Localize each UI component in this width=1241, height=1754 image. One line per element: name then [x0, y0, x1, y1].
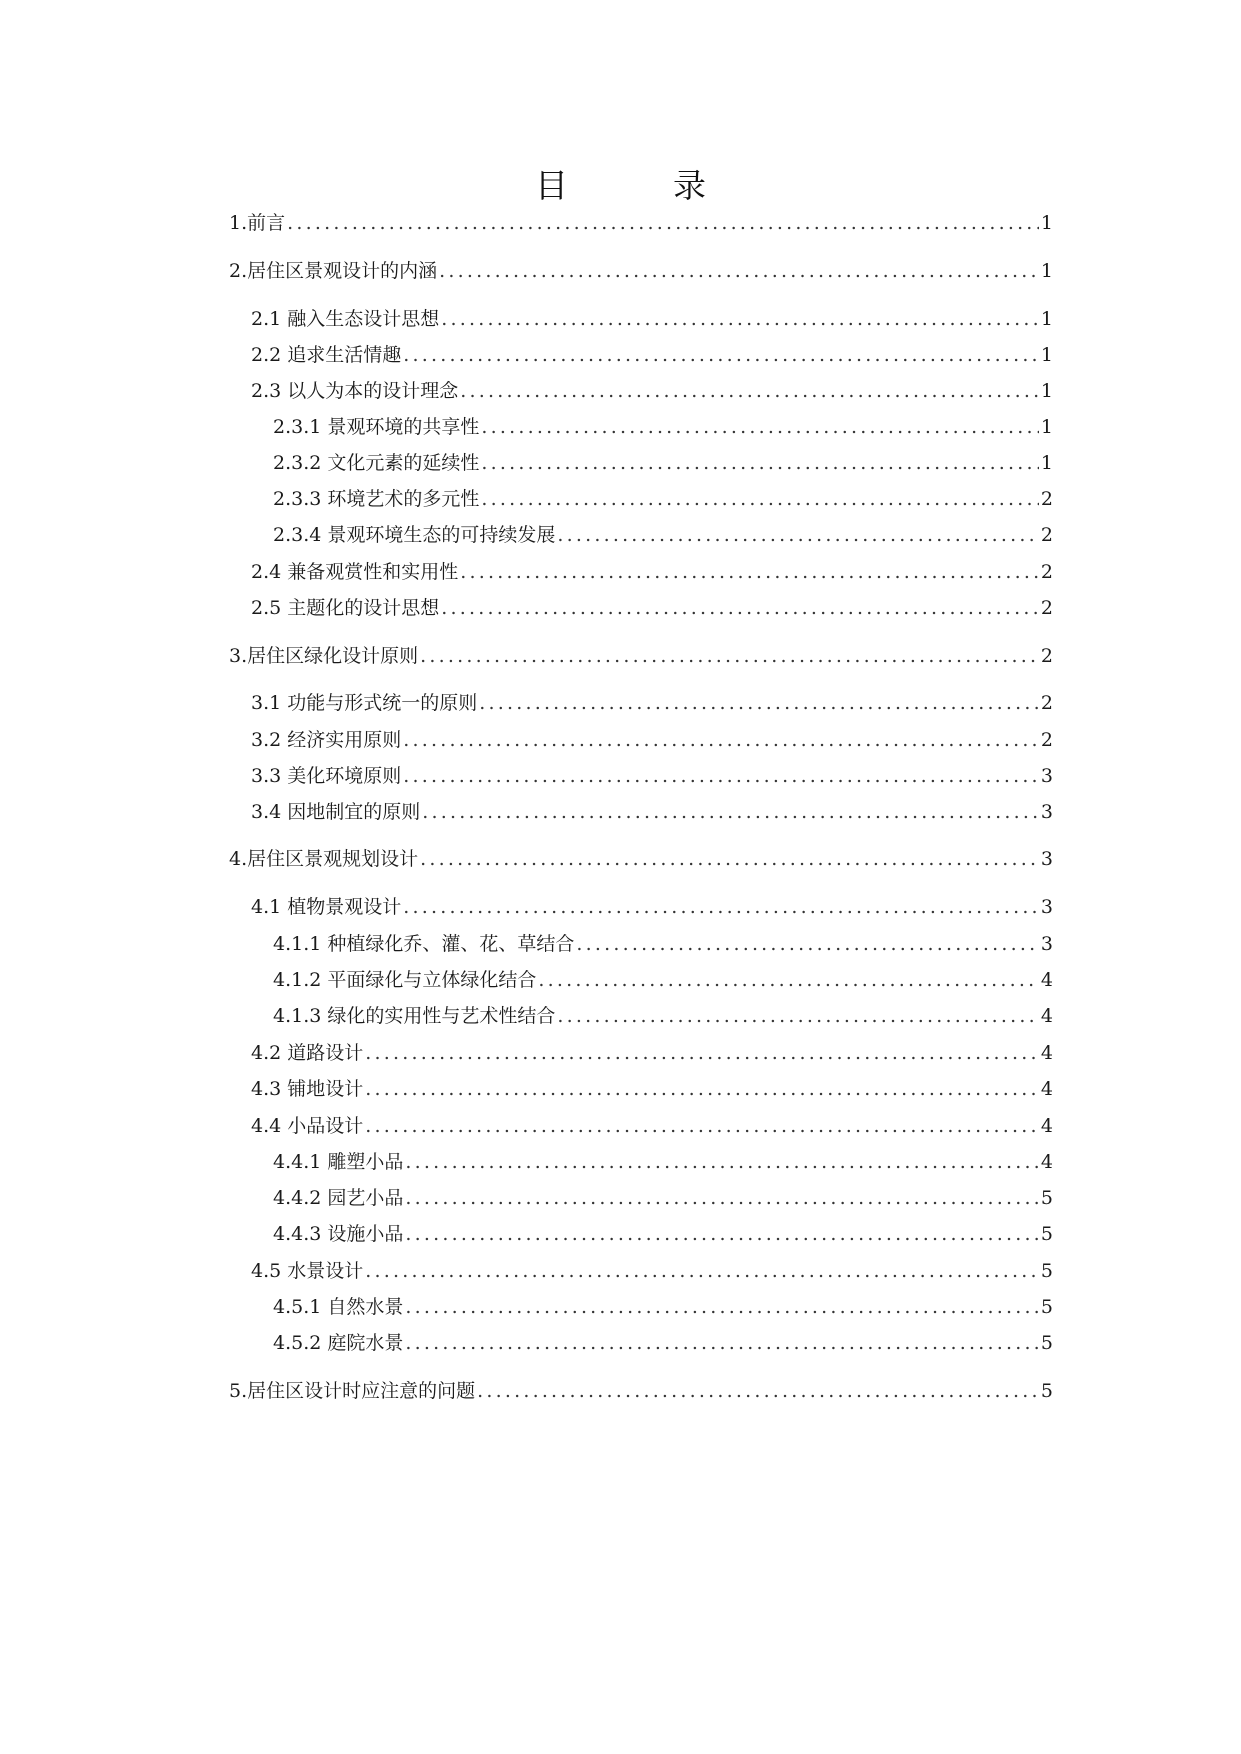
toc-leader-dots: [405, 1294, 1039, 1320]
toc-entry-page: 1: [1040, 380, 1053, 402]
toc-entry-label: 2.1 融入生态设计思想: [251, 308, 440, 330]
toc-entry-page: 4: [1040, 1151, 1053, 1173]
toc-entry[interactable]: [251, 1113, 1053, 1139]
toc-leader-dots: [477, 1378, 1039, 1404]
toc-entry-page: 3: [1040, 801, 1053, 823]
toc-leader-dots: [481, 450, 1039, 476]
toc-entry[interactable]: [251, 378, 1053, 404]
toc-leader-dots: [557, 1003, 1039, 1029]
toc-entry[interactable]: [251, 595, 1053, 621]
toc-entry-page: 4: [1040, 1078, 1053, 1100]
toc-leader-dots: [460, 559, 1039, 585]
toc-entry-label: 4.2 道路设计: [251, 1042, 364, 1064]
toc-leader-dots: [365, 1258, 1039, 1284]
toc-entry[interactable]: [273, 486, 1053, 512]
toc-entry-page: 2: [1040, 561, 1053, 583]
toc-entry-page: 5: [1040, 1296, 1053, 1318]
toc-leader-dots: [460, 378, 1039, 404]
toc-entry[interactable]: [251, 727, 1053, 753]
toc-entry-page: 5: [1040, 1187, 1053, 1209]
toc-entry[interactable]: [251, 799, 1053, 825]
toc-entry-page: 2: [1040, 645, 1053, 667]
toc-leader-dots: [365, 1040, 1039, 1066]
toc-entry-page: 5: [1040, 1380, 1053, 1402]
toc-entry-label: 4.1.3 绿化的实用性与艺术性结合: [273, 1005, 556, 1027]
toc-entry[interactable]: [273, 450, 1053, 476]
toc-entry-label: 2.3 以人为本的设计理念: [251, 380, 459, 402]
toc-entry-page: 2: [1040, 488, 1053, 510]
toc-entry-label: 3.3 美化环境原则: [251, 765, 402, 787]
toc-entry-page: 3: [1040, 933, 1053, 955]
toc-leader-dots: [405, 1221, 1039, 1247]
toc-entry-label: 3.4 因地制宜的原则: [251, 801, 421, 823]
toc-entry-label: 3.1 功能与形式统一的原则: [251, 692, 478, 714]
toc-leader-dots: [405, 1185, 1039, 1211]
page-title: 目 录: [535, 166, 742, 205]
toc-entry-page: 1: [1040, 344, 1053, 366]
toc-entry-page: 1: [1040, 452, 1053, 474]
toc-entry-label: 4.1 植物景观设计: [251, 896, 402, 918]
toc-entry[interactable]: [273, 967, 1053, 993]
toc-entry[interactable]: [251, 1076, 1053, 1102]
toc-entry[interactable]: [273, 1330, 1053, 1356]
toc-entry-page: 5: [1040, 1260, 1053, 1282]
toc-entry-label: 4.1.2 平面绿化与立体绿化结合: [273, 969, 537, 991]
toc-entry[interactable]: [251, 1258, 1053, 1284]
toc-entry-page: 3: [1040, 765, 1053, 787]
toc-leader-dots: [405, 1330, 1039, 1356]
toc-leader-dots: [405, 1149, 1039, 1175]
toc-leader-dots: [557, 522, 1039, 548]
toc-entry-label: 5.居住区设计时应注意的问题: [229, 1380, 476, 1402]
toc-entry[interactable]: [251, 306, 1053, 332]
toc-entry-label: 3.居住区绿化设计原则: [229, 645, 419, 667]
toc-entry-label: 4.3 铺地设计: [251, 1078, 364, 1100]
toc-entry-label: 3.2 经济实用原则: [251, 729, 402, 751]
toc-leader-dots: [538, 967, 1039, 993]
toc-entry-label: 2.3.2 文化元素的延续性: [273, 452, 480, 474]
toc-entry[interactable]: [251, 690, 1053, 716]
toc-entry[interactable]: [273, 1185, 1053, 1211]
toc-entry[interactable]: [251, 1040, 1053, 1066]
toc-entry[interactable]: [273, 931, 1053, 957]
toc-entry[interactable]: [251, 894, 1053, 920]
toc-entry-label: 2.3.4 景观环境生态的可持续发展: [273, 524, 556, 546]
toc-entry[interactable]: [251, 342, 1053, 368]
toc-entry[interactable]: [273, 414, 1053, 440]
toc-entry-label: 2.居住区景观设计的内涵: [229, 260, 438, 282]
toc-leader-dots: [441, 306, 1039, 332]
toc-leader-dots: [403, 727, 1039, 753]
toc-entry-page: 1: [1040, 416, 1053, 438]
toc-entry-page: 3: [1040, 848, 1053, 870]
toc-leader-dots: [403, 342, 1039, 368]
toc-leader-dots: [576, 931, 1039, 957]
toc-entry[interactable]: [273, 1221, 1053, 1247]
toc-entry-page: 2: [1040, 597, 1053, 619]
toc-entry-page: 5: [1040, 1332, 1053, 1354]
toc-leader-dots: [441, 595, 1039, 621]
toc-entry-page: 4: [1040, 1115, 1053, 1137]
toc-entry-label: 2.3.3 环境艺术的多元性: [273, 488, 480, 510]
toc-entry[interactable]: [229, 210, 1053, 236]
toc-entry-page: 4: [1040, 969, 1053, 991]
toc-entry-label: 4.4.3 设施小品: [273, 1223, 404, 1245]
toc-entry-label: 4.居住区景观规划设计: [229, 848, 419, 870]
toc-entry-label: 2.4 兼备观赏性和实用性: [251, 561, 459, 583]
toc-entry-page: 1: [1040, 308, 1053, 330]
toc-entry-page: 4: [1040, 1005, 1053, 1027]
toc-entry-page: 4: [1040, 1042, 1053, 1064]
toc-entry-page: 2: [1040, 729, 1053, 751]
toc-leader-dots: [420, 846, 1039, 872]
toc-entry[interactable]: [273, 1149, 1053, 1175]
toc-entry-page: 2: [1040, 692, 1053, 714]
toc-leader-dots: [403, 894, 1039, 920]
toc-leader-dots: [420, 643, 1039, 669]
toc-entry[interactable]: [273, 1294, 1053, 1320]
toc-leader-dots: [422, 799, 1039, 825]
toc-entry-page: 5: [1040, 1223, 1053, 1245]
toc-entry-label: 2.2 追求生活情趣: [251, 344, 402, 366]
toc-entry-label: 4.5.1 自然水景: [273, 1296, 404, 1318]
toc-entry-page: 2: [1040, 524, 1053, 546]
toc-entry[interactable]: [251, 763, 1053, 789]
toc-entry-page: 1: [1040, 212, 1053, 234]
toc-leader-dots: [287, 210, 1039, 236]
toc-leader-dots: [481, 486, 1039, 512]
toc-leader-dots: [481, 414, 1039, 440]
toc-entry-label: 2.3.1 景观环境的共享性: [273, 416, 480, 438]
toc-leader-dots: [439, 258, 1039, 284]
toc-leader-dots: [403, 763, 1039, 789]
toc-leader-dots: [365, 1113, 1039, 1139]
toc-entry-label: 4.1.1 种植绿化乔、灌、花、草结合: [273, 933, 575, 955]
toc-entry-label: 4.5 水景设计: [251, 1260, 364, 1282]
toc-entry-label: 4.4.2 园艺小品: [273, 1187, 404, 1209]
toc-leader-dots: [365, 1076, 1039, 1102]
toc-entry-page: 1: [1040, 260, 1053, 282]
toc-entry-label: 2.5 主题化的设计思想: [251, 597, 440, 619]
toc-entry-label: 4.5.2 庭院水景: [273, 1332, 404, 1354]
toc-entry[interactable]: [229, 1378, 1053, 1404]
toc-leader-dots: [479, 690, 1039, 716]
toc-entry[interactable]: [273, 1003, 1053, 1029]
toc-entry[interactable]: [229, 846, 1053, 872]
toc-entry[interactable]: [229, 643, 1053, 669]
toc-entry-label: 4.4.1 雕塑小品: [273, 1151, 404, 1173]
toc-entry-label: 1.前言: [229, 212, 286, 234]
toc-entry[interactable]: [273, 522, 1053, 548]
toc-entry-page: 3: [1040, 896, 1053, 918]
toc-entry[interactable]: [251, 559, 1053, 585]
toc-entry[interactable]: [229, 258, 1053, 284]
toc-entry-label: 4.4 小品设计: [251, 1115, 364, 1137]
